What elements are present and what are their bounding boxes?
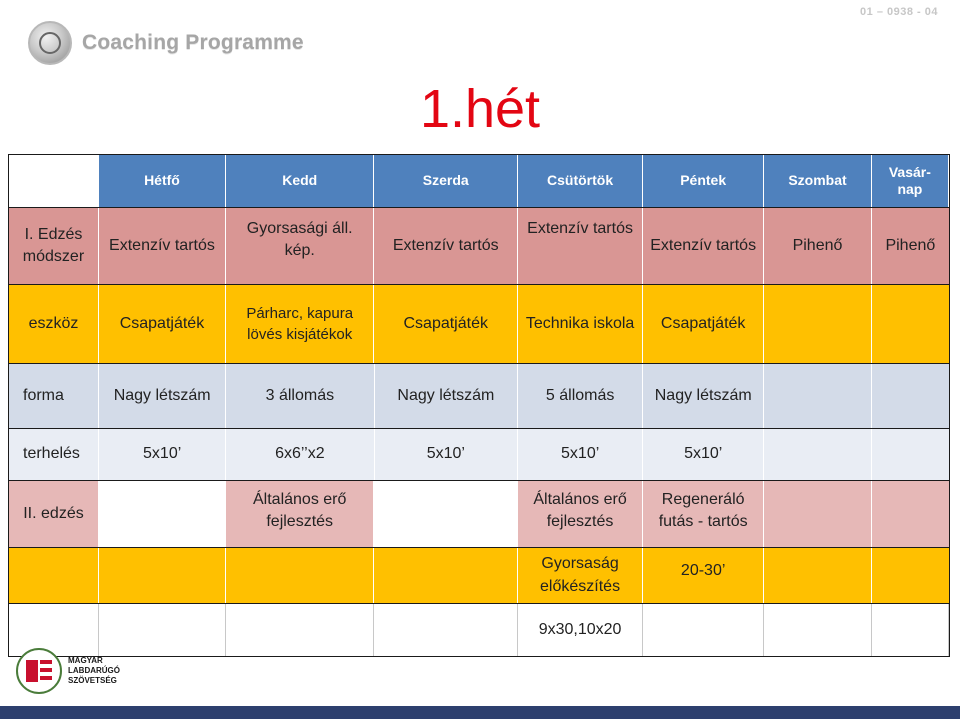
- table-cell: 9x30,10x20: [518, 604, 643, 656]
- table-row: [9, 208, 949, 285]
- table-cell: [99, 481, 226, 547]
- table-row: [9, 285, 949, 364]
- logo-text: Coaching Programme: [82, 31, 304, 54]
- table-cell: 5 állomás: [518, 364, 643, 428]
- table-cell: 5x10’: [375, 429, 519, 480]
- table-cell: Csapatjáték: [374, 285, 518, 363]
- header-cell-tuesday: Kedd: [226, 155, 374, 207]
- table-row: [9, 364, 949, 429]
- table-cell: [764, 604, 872, 656]
- row-label: I. Edzés módszer: [9, 208, 99, 284]
- table-cell: Nagy létszám: [643, 364, 764, 428]
- row-label: eszköz: [9, 285, 99, 363]
- table-cell: Csapatjáték: [643, 285, 764, 363]
- table-row: [9, 429, 949, 481]
- table-cell: Párharc, kapura lövés kisjátékok: [226, 285, 374, 363]
- row-label: terhelés: [9, 429, 99, 480]
- table-cell: Pihenő: [872, 208, 949, 284]
- table-cell: [764, 481, 872, 547]
- table-cell: [374, 481, 518, 547]
- header-cell-sunday: Vasár- nap: [872, 155, 949, 207]
- header-cell-friday: Péntek: [643, 155, 764, 207]
- table-cell: [764, 285, 872, 363]
- table-cell: [764, 548, 872, 603]
- table-cell: [872, 548, 949, 603]
- weekly-schedule-table: [8, 154, 950, 657]
- table-cell: 20-30’: [643, 548, 764, 603]
- uefa-logo: [28, 18, 304, 68]
- header-cell-empty: [9, 155, 99, 207]
- row-label: forma: [9, 364, 99, 428]
- table-row: [9, 604, 949, 656]
- table-cell: [872, 481, 949, 547]
- table-cell: 5x10’: [99, 429, 226, 480]
- table-cell: [374, 548, 518, 603]
- page-title: 1.hét: [419, 79, 541, 139]
- table-cell: 5x10’: [518, 429, 643, 480]
- table-cell: [764, 429, 871, 480]
- table-cell: [872, 364, 949, 428]
- header-cell-wednesday: Szerda: [374, 155, 518, 207]
- table-row: [9, 548, 949, 604]
- table-cell: Extenzív tartós: [99, 208, 226, 284]
- table-cell: 3 állomás: [226, 364, 374, 428]
- footer-bar: [0, 706, 960, 719]
- table-row: [9, 481, 949, 548]
- table-cell: Regeneráló futás - tartós: [643, 481, 764, 547]
- header-cell-monday: Hétfő: [99, 155, 226, 207]
- table-cell: [374, 604, 518, 656]
- table-cell: Extenzív tartós: [643, 208, 764, 284]
- table-cell: 6x6’’x2: [226, 429, 374, 480]
- table-cell: [764, 364, 871, 428]
- table-cell: Technika iskola: [518, 285, 643, 363]
- table-cell: 5x10’: [643, 429, 764, 480]
- table-cell: Nagy létszám: [99, 364, 226, 428]
- table-cell: Gyorsaság előkészítés: [518, 548, 643, 603]
- table-cell: Extenzív tartós: [518, 208, 643, 284]
- table-cell: Csapatjáték: [99, 285, 226, 363]
- header-cell-thursday: Csütörtök: [518, 155, 643, 207]
- org-line-1: MAGYAR: [68, 656, 103, 665]
- mlsz-crest-icon: [16, 648, 62, 694]
- uefa-badge-icon: [28, 21, 72, 65]
- table-cell: Extenzív tartós: [374, 208, 518, 284]
- mlsz-logo: [16, 648, 120, 694]
- table-cell: Pihenő: [764, 208, 872, 284]
- table-cell: [226, 604, 374, 656]
- table-cell: Gyorsasági áll. kép.: [226, 208, 374, 284]
- header-cell-saturday: Szombat: [764, 155, 872, 207]
- table-cell: [872, 604, 949, 656]
- slide-code: 01 – 0938 - 04: [860, 6, 938, 18]
- table-cell: [643, 604, 764, 656]
- table-header-row: [9, 155, 949, 208]
- table-cell: [226, 548, 374, 603]
- table-cell: [872, 429, 949, 480]
- table-cell: [9, 548, 99, 603]
- table-cell: Nagy létszám: [375, 364, 519, 428]
- mlsz-text: [68, 656, 120, 686]
- table-cell: Általános erő fejlesztés: [226, 481, 374, 547]
- table-cell: Általános erő fejlesztés: [518, 481, 643, 547]
- org-line-3: SZÖVETSÉG: [68, 676, 117, 685]
- org-line-2: LABDARÚGÓ: [68, 666, 120, 675]
- table-cell: [872, 285, 949, 363]
- row-label: II. edzés: [9, 481, 99, 547]
- table-cell: [99, 548, 226, 603]
